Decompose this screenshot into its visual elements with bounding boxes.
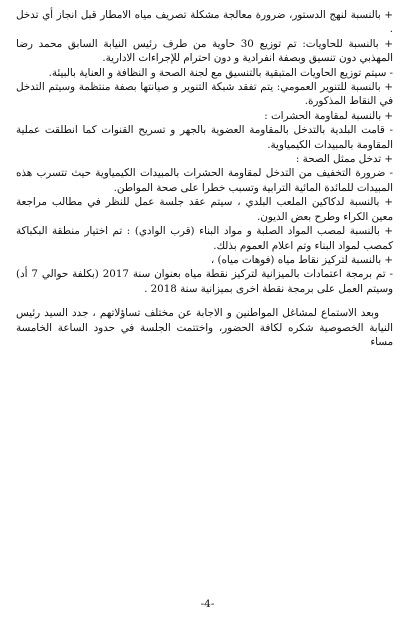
paragraph-insect-control: + بالنسبة لمقاومة الحشرات :: [264, 109, 393, 122]
paragraph-health-representative: + تدخل ممثل الصحة :: [295, 153, 393, 166]
paragraph-drainage: + بالنسبة لنهج الدستور، ضرورة معالجة مشكلة تصريف مياه الامطار قبل انجاز أي تدخل .: [16, 9, 393, 36]
page-number: -4-: [200, 598, 215, 610]
paragraph-construction-dump: + بالنسبة لمصب المواد الصلبة و مواد البناء (قرب الوادي) : تم اختيار منطقة البكباكة كمصب لمواد البناء وتم اعلام العموم بذلك.: [16, 225, 393, 252]
document-body: [16, 8, 393, 349]
paragraph-pesticide-warning: - ضرورة التخفيف من التدخل لمقاومة الحشرات بالمبيدات الكيمياوية حيث تتسرب هذه المبيدات للمائدة المائية الترابية وتسبب خطرا على صحة المواطن.: [16, 167, 393, 194]
paragraph-spacer: [16, 296, 393, 306]
paragraph-containers: + بالنسبة للحاويات: تم توزيع 30 حاوية من طرف رئيس النيابة السابق محمد رضا المهذبي دون تنسيق وبصفة انفرادية و دون احترام للإجراءات الادارية.: [16, 37, 393, 65]
closing-paragraph: وبعد الاستماع لمشاغل المواطنين و الاجابة عن مختلف تساؤلاتهم ، جدد السيد رئيس النيابة الخصوصية شكره لكافة الحضور، واختتمت الجلسة في حدود الساعة الخامسة مساء: [16, 307, 393, 348]
paragraph-public-lighting: + بالنسبة للتنوير العمومي: يتم تفقد شبكة التنوير و صيانتها بصفة منتظمة وسيتم التدخل في النقاط المذكورة.: [16, 81, 393, 108]
paragraph-containers-distribution: - سيتم توزيع الحاويات المتبقية بالتنسيق مع لجنة الصحة و النظافة و العناية بالبيئة.: [48, 66, 393, 79]
paragraph-water-points-budget: - تم برمجة اعتمادات بالميزانية لتركيز نقطة مياه بعنوان سنة 2017 (بكلفة حوالي 7 أد) وسيتم العمل على برمجة نقطة اخرى بميزانية سنة 2018 .: [16, 268, 393, 295]
paragraph-insect-control-action: - قامت البلدية بالتدخل بالمقاومة العضوية بالجهر و تسريح القنوات كما انطلقت عملية المقاومة بالمبيدات الكيمياوية.: [16, 124, 393, 151]
paragraph-water-points: + بالنسبة لتركيز نقاط مياه (فوهات مياه) ،: [210, 253, 393, 266]
paragraph-stadium-shops: + بالنسبة لدكاكين الملعب البلدي ، سيتم عقد جلسة عمل للنظر في مطالب مراجعة معين الكراء وطرح بعض الديون.: [16, 196, 393, 223]
